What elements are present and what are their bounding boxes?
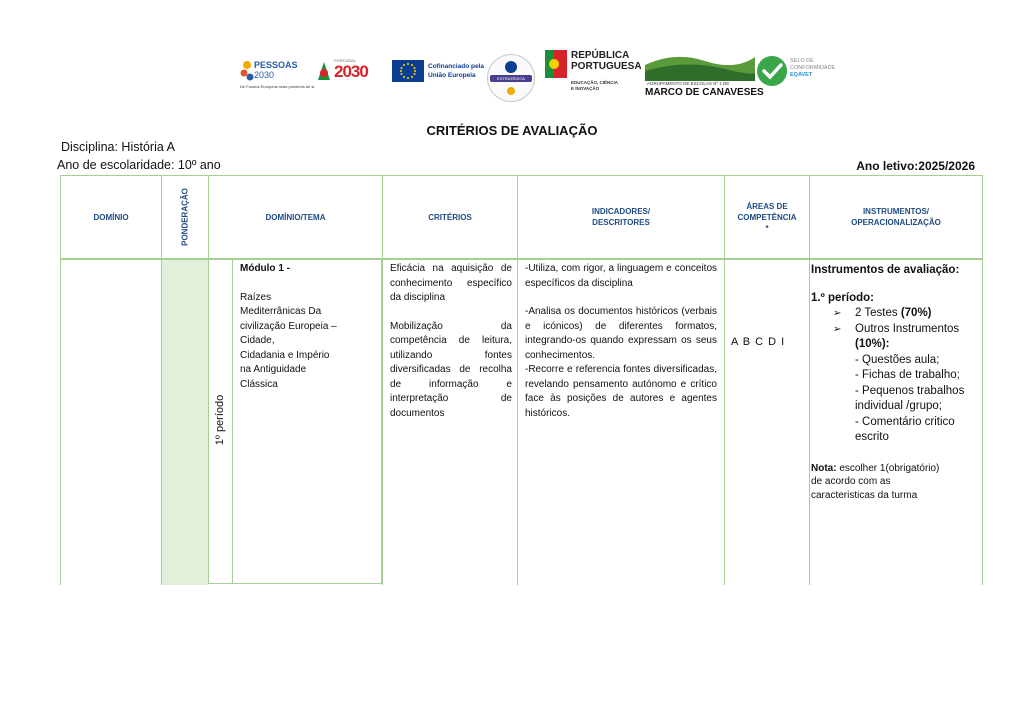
republica-sub-2: E INOVAÇÃO xyxy=(571,85,600,91)
instruments-period-label: 1.º período: xyxy=(811,291,874,304)
indicator-3: -Recorre e referencia fontes diversificadas, revelando pensamento autónomo e crítico face às posições de autores e agentes históricos. xyxy=(525,364,717,419)
eqavet-seal xyxy=(756,55,856,91)
criteria-block-2: Mobilização da competência de leitura, utilizando fontes diversificadas de recolha de informação e interpretação de documentos xyxy=(390,320,512,419)
document-title: CRITÉRIOS DE AVALIAÇÃO xyxy=(426,123,598,138)
arrow-bullet-icon: ➢ xyxy=(833,308,842,319)
hills-icon xyxy=(645,51,755,81)
header-instrumentos: INSTRUMENTOS/ OPERACIONALIZAÇÃO xyxy=(851,207,941,227)
module-line: civilização Europeia – xyxy=(240,320,337,332)
eu-line-2: União Europeia xyxy=(428,72,476,79)
header-dominio: DOMÍNIO xyxy=(93,212,129,222)
subject-label: Disciplina: História A xyxy=(61,140,175,154)
module-line: Mediterrânicas Da xyxy=(240,306,322,317)
agrupamento-line-2: MARCO DE CANAVESES xyxy=(645,87,764,98)
instrument-subitem: - Comentário critico xyxy=(855,415,955,428)
portugal-2030-logo xyxy=(316,58,376,84)
ponderacao-column-shade xyxy=(161,260,208,585)
instrument-subitem: - Pequenos trabalhos xyxy=(855,384,965,397)
module-line: Raízes xyxy=(240,291,272,303)
header-areas-competencia: ÁREAS DE COMPETÊNCIA * xyxy=(737,201,797,233)
pessoas-mark-icon xyxy=(240,60,254,82)
pessoas-2030-logo xyxy=(240,58,316,94)
estrategica-seal xyxy=(487,54,535,102)
republica-sub-1: EDUCAÇÃO, CIÊNCIA xyxy=(571,80,619,85)
indicators-cell xyxy=(525,262,717,421)
module-line: Cidade, xyxy=(240,335,275,346)
period-divider xyxy=(232,260,233,584)
republica-portuguesa-logo xyxy=(545,50,642,96)
school-year-label: Ano letivo:2025/2026 xyxy=(856,159,975,173)
check-seal-icon xyxy=(756,55,788,87)
period-label: 1º período xyxy=(214,394,226,446)
instrument-subitem: escrito xyxy=(855,431,889,443)
instruments-heading: Instrumentos de avaliação: xyxy=(811,264,960,276)
republica-line-2: PORTUGUESA xyxy=(571,61,642,72)
module-line: Cidadania e Império xyxy=(240,349,330,361)
pessoas-name: PESSOAS xyxy=(254,60,298,70)
portugal-label: PORTUGAL xyxy=(334,58,356,63)
col-border-7 xyxy=(982,175,983,585)
eu-flag-icon xyxy=(392,60,424,82)
module-title: Módulo 1 - xyxy=(240,263,290,274)
republica-line-1: REPÚBLICA xyxy=(571,50,630,61)
agrupamento-marco-logo xyxy=(645,51,764,99)
criteria-block-1: Eficácia na aquisição de conhecimento específico da disciplina xyxy=(390,263,512,303)
instruments-cell xyxy=(811,263,981,502)
agrupamento-line-1: AGRUPAMENTO DE ESCOLAS Nº 1 DE xyxy=(647,81,730,86)
indicator-1: -Utiliza, com rigor, a linguagem e conceitos específicos da disciplina xyxy=(525,263,717,289)
tests-item: ➢ 2 Testes (70%) xyxy=(811,306,981,322)
eu-cofinanced-logo xyxy=(392,60,488,82)
pessoas-number: 2030 xyxy=(254,70,275,80)
instrument-subitem: - Fichas de trabalho; xyxy=(855,369,960,381)
header-criterios: CRITÉRIOS xyxy=(428,212,472,222)
eqavet-line-1: SELO DE xyxy=(790,58,814,64)
instrument-subitem: individual /grupo; xyxy=(855,400,942,412)
grade-label: Ano de escolaridade: 10º ano xyxy=(57,158,221,172)
instrument-subitem: - Questões aula; xyxy=(855,353,940,366)
eqavet-line-2: CONFORMIDADE xyxy=(790,65,836,71)
portugal-2030-number: 2030 xyxy=(334,62,368,81)
header-dominio-tema: DOMÍNIO/TEMA xyxy=(265,212,326,222)
module-line: na Antiguidade xyxy=(240,364,307,375)
portugal-mark-icon xyxy=(316,60,332,82)
areas-cell: A B C D I xyxy=(731,336,786,348)
others-pct: (10%): xyxy=(855,338,890,350)
indicator-2: -Analisa os documentos históricos (verbais e icónicos) de diferentes formatos, integrando-os quando expressam os seus conhecimentos. xyxy=(525,306,717,361)
arrow-bullet-icon: ➢ xyxy=(833,323,842,335)
criteria-table xyxy=(60,175,983,585)
seal-band-text: ESTRATÉGICA xyxy=(497,76,525,81)
eu-line-1: Cofinanciado pela xyxy=(428,63,484,70)
instruments-note: Nota: escolher 1(obrigatório) de acordo com as caracteristicas da turma xyxy=(811,462,940,501)
others-item: ➢ Outros Instrumentos xyxy=(811,322,981,338)
criteria-cell xyxy=(390,262,512,421)
eqavet-line-3: EQAVET xyxy=(790,72,813,78)
header-ponderacao: PONDERAÇÃO xyxy=(180,188,189,246)
pessoas-tagline: De Fundos Europeus mais próximos de si. xyxy=(240,84,316,89)
module-cell xyxy=(240,262,380,392)
republica-flag-icon xyxy=(545,50,569,78)
header-indicadores: INDICADORES/ DESCRITORES xyxy=(591,207,651,227)
module-line: Clássica xyxy=(240,378,278,390)
